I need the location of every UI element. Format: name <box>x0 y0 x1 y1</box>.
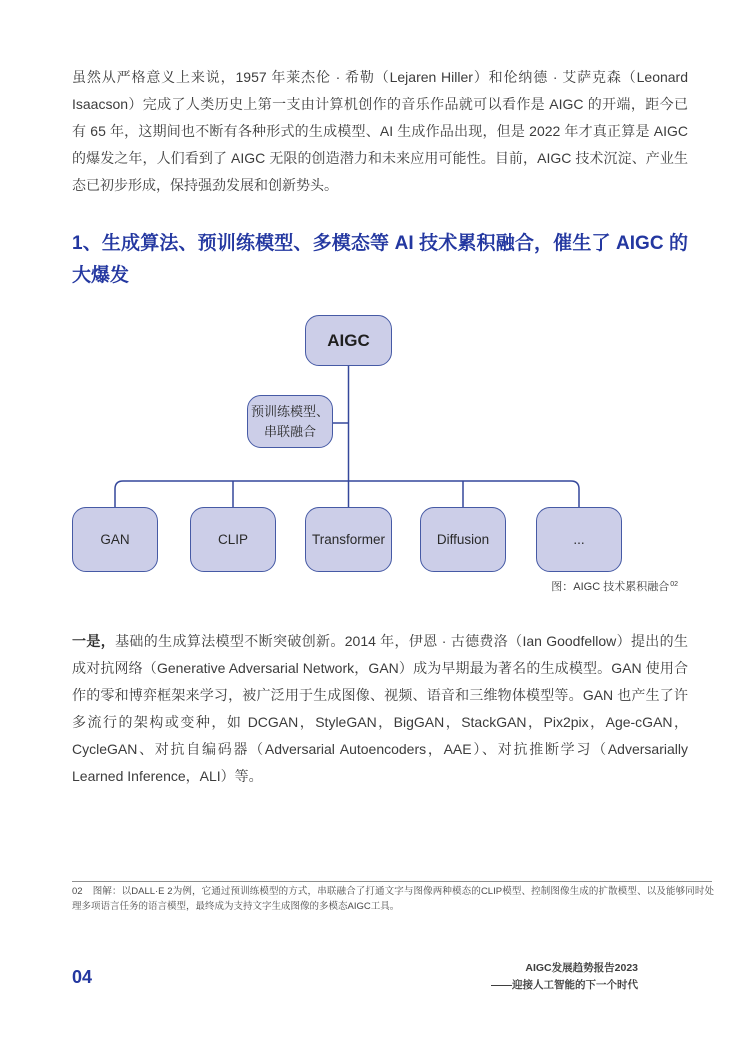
footnote-text: 图解：以DALL·E 2为例，它通过预训练模型的方式，串联融合了打通文字与图像两种模态的CLIP模型、控制图像生成的扩散模型、以及能够同时处理多项语言任务的语言模型，最终成为支持文字生成图像的多模态AIGC工具。 <box>72 886 714 912</box>
figure-caption-text: 图：AIGC 技术累积融合 <box>551 581 670 593</box>
footnote-number: 02 <box>72 886 83 897</box>
report-title-block <box>491 960 638 993</box>
figure-caption <box>551 577 678 595</box>
diagram-node-pretrained-model-line2: 串联融合 <box>263 423 316 439</box>
footnote-divider <box>72 881 712 882</box>
gan-paragraph-body: 基础的生成算法模型不断突破创新。2014 年，伊恩 · 古德费洛（Ian Goodfellow）提出的生成对抗网络（Generative Adversarial Network，GAN）成为早期最为著名的生成模型。GAN 使用合作的零和博弈框架来学习，被广泛用于生成图像、视频、语音和三维物体模型等。GAN 也产生了许多流行的架构或变种，如 DCGAN，StyleGAN，BigGAN，StackGAN，Pix2pix，Age-cGAN，CycleGAN、对抗自编码器（Adversarial Autoencoders，AAE）、对抗推断学习（Adversarially Learned Inference，ALI）等。 <box>72 633 689 784</box>
diagram-node-clip: CLIP <box>190 507 276 572</box>
section-heading: 1、生成算法、预训练模型、多模态等 AI 技术累积融合，催生了 AIGC 的大爆发 <box>72 233 688 286</box>
diagram-node-ellipsis: ... <box>536 507 622 572</box>
diagram-node-diffusion: Diffusion <box>420 507 506 572</box>
report-title: AIGC发展趋势报告2023 <box>525 962 638 974</box>
diagram-node-aigc: AIGC <box>305 315 392 366</box>
report-subtitle: ——迎接人工智能的下一个时代 <box>491 978 638 991</box>
diagram-node-pretrained-model <box>247 395 333 448</box>
gan-paragraph <box>72 628 688 790</box>
diagram-node-pretrained-model-line1: 预训练模型、 <box>250 403 329 419</box>
page-number: 04 <box>72 967 93 987</box>
intro-paragraph: 虽然从严格意义上来说，1957 年莱杰伦 · 希勒（Lejaren Hiller）和伦纳德 · 艾萨克森（Leonard Isaacson）完成了人类历史上第一支由计算机创作的音乐作品就可以看作是 AIGC 的开端，距今已有 65 年，这期间也不断有各种形式的生成模型、AI 生成作品出现，但是 2022 年才真正算是 AIGC 的爆发之年，人们看到了 AIGC 无限的创造潜力和未来应用可能性。目前，AIGC 技术沉淀、产业生态已初步形成，保持强劲发展和创新势头。 <box>72 69 688 193</box>
diagram-node-gan: GAN <box>72 507 158 572</box>
gan-paragraph-lead: 一是， <box>72 633 116 649</box>
figure-caption-footnote-ref: 02 <box>670 581 678 588</box>
diagram-node-transformer: Transformer <box>305 507 392 572</box>
footnote <box>72 884 714 914</box>
